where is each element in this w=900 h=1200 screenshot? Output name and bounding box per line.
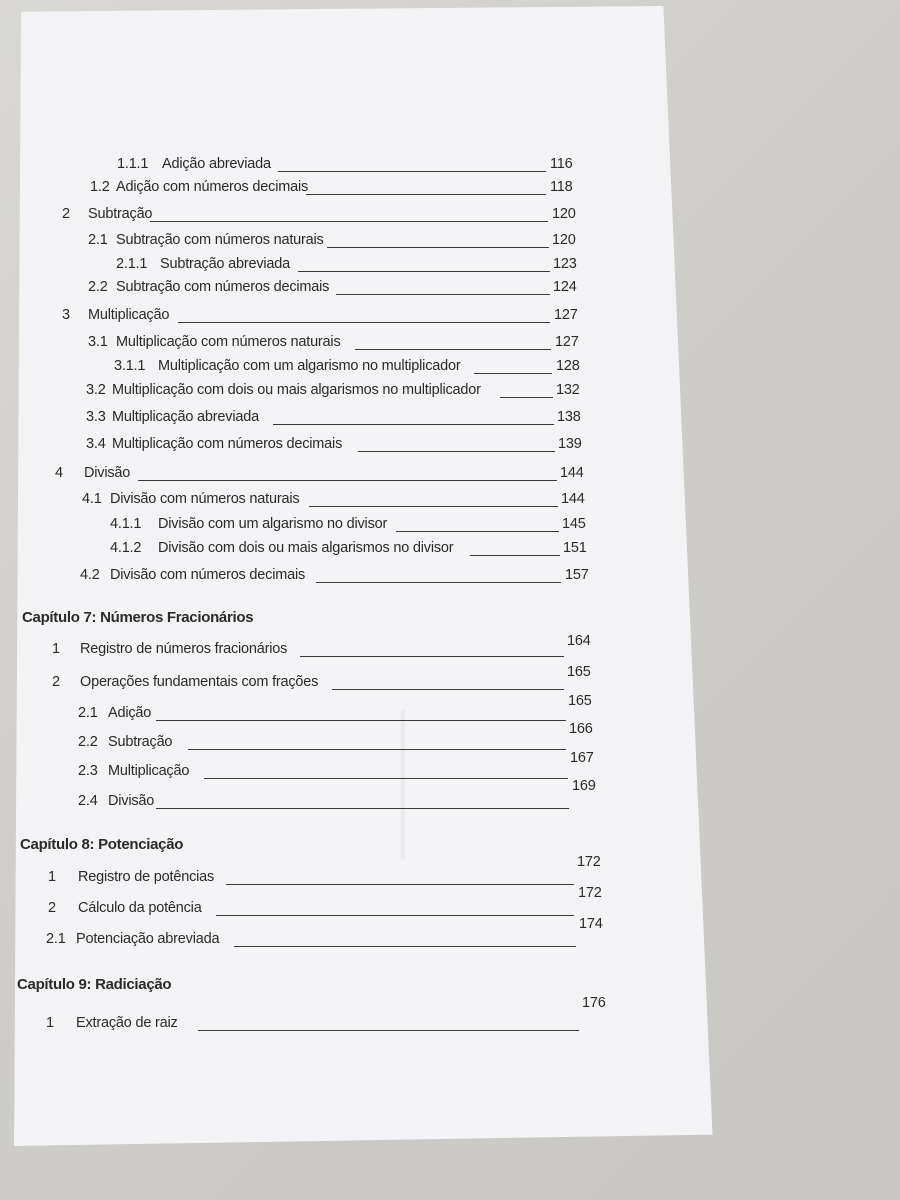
entry-page-number: 169 bbox=[572, 778, 596, 794]
entry-title: Subtração abreviada bbox=[160, 256, 291, 272]
entry-page-number: 120 bbox=[552, 206, 576, 222]
entry-page-number: 151 bbox=[563, 540, 587, 556]
entry-page-number: 123 bbox=[553, 256, 577, 272]
toc-entry bbox=[0, 854, 900, 888]
entry-title: Multiplicação com um algarismo no multiplicador bbox=[158, 358, 461, 374]
entry-page-number: 174 bbox=[579, 916, 603, 932]
leader-line bbox=[470, 555, 560, 556]
entry-number: 3.1 bbox=[88, 334, 108, 350]
entry-title: Operações fundamentais com frações bbox=[80, 674, 319, 690]
leader-line bbox=[150, 221, 548, 222]
toc-entry bbox=[0, 750, 900, 782]
leader-line bbox=[156, 808, 569, 809]
entry-title: Extração de raiz bbox=[76, 1015, 178, 1031]
entry-page-number: 165 bbox=[567, 664, 591, 680]
entry-title: Subtração com números naturais bbox=[116, 232, 324, 248]
toc-entry bbox=[0, 721, 900, 753]
toc-entry bbox=[0, 229, 900, 251]
entry-title: Registro de números fracionários bbox=[80, 641, 288, 657]
entry-page-number: 172 bbox=[578, 885, 602, 901]
entry-number: 2.3 bbox=[78, 763, 98, 779]
leader-line bbox=[298, 271, 550, 272]
entry-page-number: 120 bbox=[552, 232, 576, 248]
entry-number: 3 bbox=[62, 307, 70, 323]
toc-entry bbox=[0, 253, 900, 275]
entry-number: 2.2 bbox=[78, 734, 98, 750]
entry-number: 2.1 bbox=[88, 232, 108, 248]
leader-line bbox=[327, 247, 549, 248]
leader-line bbox=[316, 582, 561, 583]
entry-page-number: 167 bbox=[570, 750, 594, 766]
leader-line bbox=[178, 322, 550, 323]
entry-number: 4.1.2 bbox=[110, 540, 142, 556]
entry-page-number: 138 bbox=[557, 409, 581, 425]
leader-line bbox=[309, 506, 558, 507]
entry-title: Multiplicação com números decimais bbox=[112, 436, 343, 452]
toc-entry bbox=[0, 537, 900, 559]
entry-number: 1 bbox=[46, 1015, 54, 1031]
entry-title: Cálculo da potência bbox=[78, 900, 202, 916]
entry-page-number: 157 bbox=[565, 567, 589, 583]
entry-number: 4.1 bbox=[82, 491, 102, 507]
entry-title: Divisão com números naturais bbox=[110, 491, 300, 507]
entry-page-number: 145 bbox=[562, 516, 586, 532]
toc-entry bbox=[0, 693, 900, 724]
leader-line bbox=[474, 373, 552, 374]
entry-page-number: 176 bbox=[582, 995, 606, 1011]
entry-title: Divisão com um algarismo no divisor bbox=[158, 516, 388, 532]
leader-line bbox=[156, 720, 566, 721]
entry-number: 4 bbox=[55, 465, 63, 481]
leader-line bbox=[138, 480, 557, 481]
entry-title: Divisão bbox=[108, 793, 155, 809]
toc-entry bbox=[0, 153, 900, 175]
entry-number: 1.1.1 bbox=[117, 156, 149, 172]
entry-title: Divisão com números decimais bbox=[110, 567, 306, 583]
toc-entry bbox=[0, 462, 900, 484]
toc-entry bbox=[0, 276, 900, 298]
leader-line bbox=[355, 349, 551, 350]
entry-title: Adição com números decimais bbox=[116, 179, 309, 195]
toc-entry bbox=[0, 513, 900, 535]
entry-page-number: 165 bbox=[568, 693, 592, 709]
toc-entry bbox=[0, 203, 900, 225]
entry-page-number: 127 bbox=[555, 334, 579, 350]
entry-title: Multiplicação com dois ou mais algarismos no multiplicador bbox=[112, 382, 481, 398]
entry-title: Potenciação abreviada bbox=[76, 931, 220, 947]
entry-page-number: 144 bbox=[561, 491, 585, 507]
entry-number: 2 bbox=[48, 900, 56, 916]
entry-number: 4.1.1 bbox=[110, 516, 142, 532]
entry-title: Subtração com números decimais bbox=[116, 279, 330, 295]
entry-page-number: 127 bbox=[554, 307, 578, 323]
entry-page-number: 116 bbox=[550, 156, 573, 172]
toc-entry bbox=[0, 433, 900, 455]
entry-number: 3.1.1 bbox=[114, 358, 146, 374]
leader-line bbox=[234, 946, 576, 947]
entry-title: Multiplicação bbox=[88, 307, 170, 323]
leader-line bbox=[332, 689, 564, 690]
entry-page-number: 172 bbox=[577, 854, 601, 870]
toc-entry bbox=[0, 633, 900, 660]
chapter-7-title: Capítulo 7: Números Fracionários bbox=[22, 609, 254, 626]
entry-title: Divisão com dois ou mais algarismos no divisor bbox=[158, 540, 454, 556]
chapter-9-title: Capítulo 9: Radiciação bbox=[17, 976, 172, 993]
toc-entry bbox=[0, 664, 900, 693]
entry-title: Multiplicação abreviada bbox=[112, 409, 259, 425]
leader-line bbox=[500, 397, 553, 398]
toc-entry bbox=[0, 916, 900, 950]
leader-line bbox=[204, 778, 568, 779]
entry-number: 2.1 bbox=[46, 931, 66, 947]
entry-number: 3.2 bbox=[86, 382, 106, 398]
toc-entry bbox=[0, 406, 900, 428]
entry-page-number: 164 bbox=[567, 633, 591, 649]
toc-entry bbox=[0, 304, 900, 326]
leader-line bbox=[198, 1030, 579, 1031]
entry-title: Registro de potências bbox=[78, 869, 215, 885]
entry-page-number: 139 bbox=[558, 436, 582, 452]
leader-line bbox=[300, 656, 564, 657]
leader-line bbox=[336, 294, 550, 295]
entry-page-number: 124 bbox=[553, 279, 577, 295]
toc-entry bbox=[0, 379, 900, 401]
entry-number: 2 bbox=[62, 206, 70, 222]
leader-line bbox=[273, 424, 554, 425]
entry-page-number: 128 bbox=[556, 358, 580, 374]
entry-number: 2.1 bbox=[78, 705, 98, 721]
entry-title: Adição bbox=[108, 705, 152, 721]
entry-number: 1 bbox=[48, 869, 56, 885]
leader-line bbox=[278, 171, 546, 172]
leader-line bbox=[306, 194, 546, 195]
entry-title: Multiplicação com números naturais bbox=[116, 334, 341, 350]
leader-line bbox=[226, 884, 574, 885]
leader-line bbox=[216, 915, 574, 916]
entry-title: Multiplicação bbox=[108, 763, 190, 779]
entry-page-number: 166 bbox=[569, 721, 593, 737]
entry-number: 2.1.1 bbox=[116, 256, 148, 272]
entry-number: 2.2 bbox=[88, 279, 108, 295]
toc-entry bbox=[0, 564, 900, 586]
chapter-8-title: Capítulo 8: Potenciação bbox=[20, 836, 184, 853]
entry-page-number: 144 bbox=[560, 465, 584, 481]
entry-title: Divisão bbox=[84, 465, 131, 481]
entry-title: Subtração bbox=[88, 206, 153, 222]
entry-number: 4.2 bbox=[80, 567, 100, 583]
leader-line bbox=[358, 451, 555, 452]
toc-entry bbox=[0, 331, 900, 353]
toc-entry bbox=[0, 488, 900, 510]
entry-number: 1.2 bbox=[90, 179, 110, 195]
entry-number: 3.4 bbox=[86, 436, 106, 452]
entry-page-number: 132 bbox=[556, 382, 580, 398]
toc-entry bbox=[0, 778, 900, 812]
toc-entry bbox=[0, 355, 900, 377]
entry-number: 2 bbox=[52, 674, 60, 690]
entry-title: Adição abreviada bbox=[162, 156, 271, 172]
toc-entry bbox=[0, 176, 900, 198]
entry-number: 3.3 bbox=[86, 409, 106, 425]
entry-number: 2.4 bbox=[78, 793, 98, 809]
toc-entry bbox=[0, 885, 900, 919]
toc-entry bbox=[0, 995, 900, 1034]
leader-line bbox=[396, 531, 559, 532]
entry-number: 1 bbox=[52, 641, 60, 657]
entry-page-number: 118 bbox=[550, 179, 573, 195]
leader-line bbox=[188, 749, 566, 750]
entry-title: Subtração bbox=[108, 734, 173, 750]
